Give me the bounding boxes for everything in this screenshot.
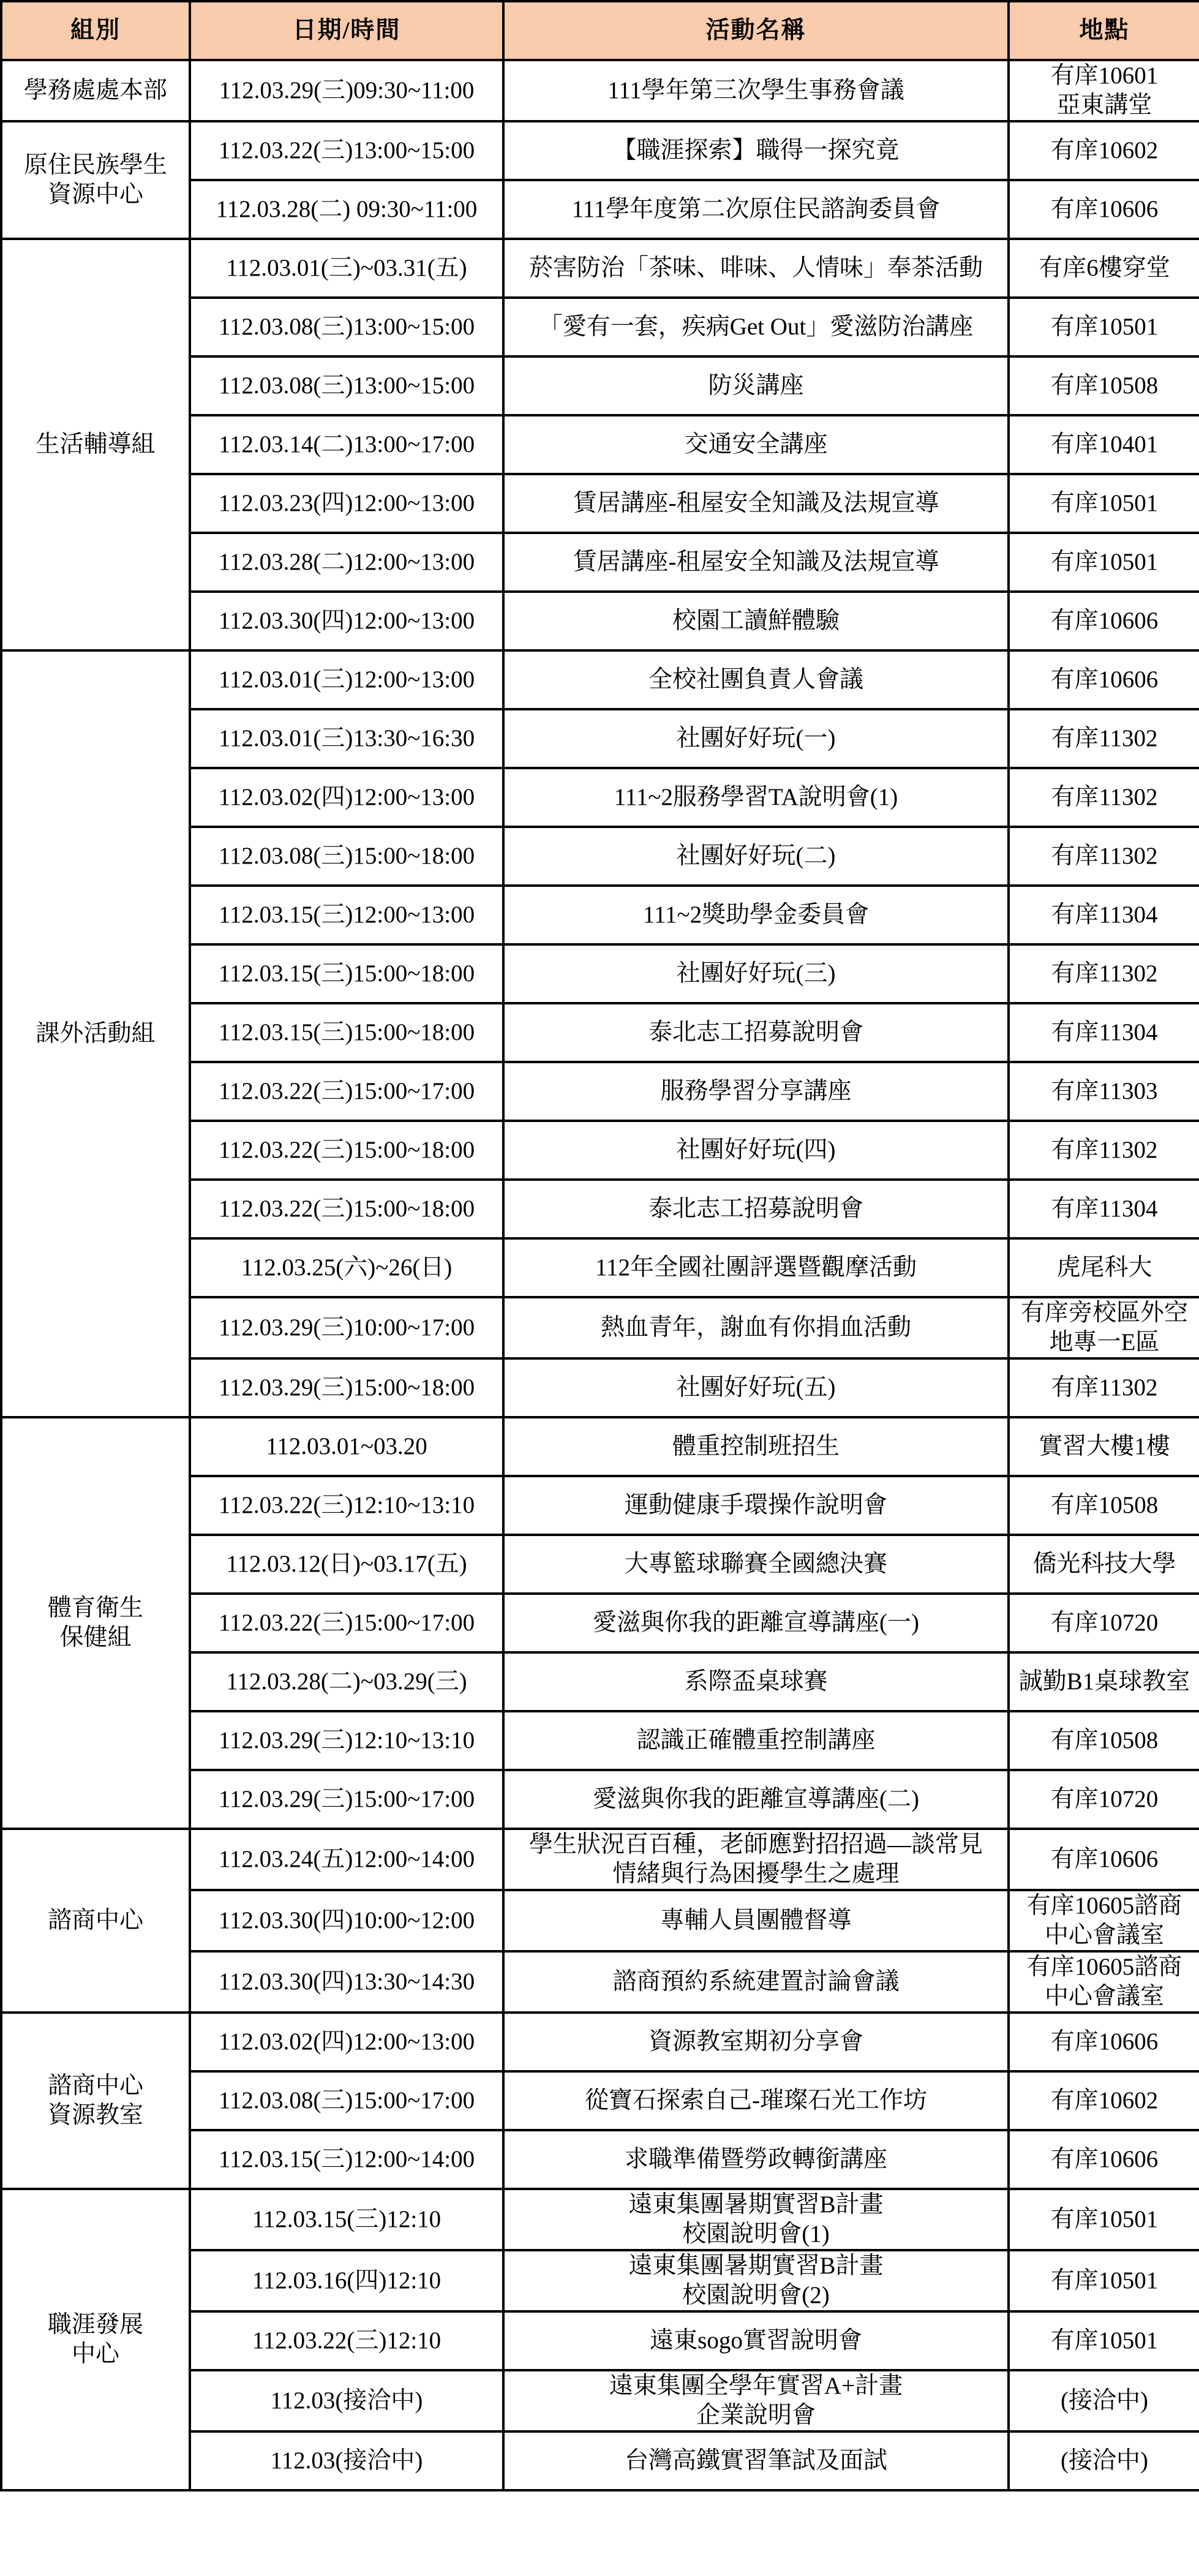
date-cell: 112.03.28(二) 09:30~11:00 <box>190 180 503 239</box>
date-cell: 112.03.29(三)15:00~18:00 <box>190 1358 503 1417</box>
place-cell: 有庠10601 亞東講堂 <box>1009 60 1199 121</box>
place-cell: 有庠10501 <box>1009 533 1199 592</box>
place-cell: 虎尾科大 <box>1009 1238 1199 1297</box>
activity-name-cell: 111學年度第二次原住民諮詢委員會 <box>503 180 1009 239</box>
header-name: 活動名稱 <box>503 1 1009 60</box>
group-cell: 體育衛生 保健組 <box>1 1417 190 1829</box>
activity-name-cell: 【職涯探索】職得一探究竟 <box>503 121 1009 180</box>
place-cell: 有庠11302 <box>1009 768 1199 827</box>
header-group: 組別 <box>1 1 190 60</box>
date-cell: 112.03.16(四)12:10 <box>190 2250 503 2311</box>
place-cell: 僑光科技大學 <box>1009 1535 1199 1594</box>
activity-name-cell: 賃居講座-租屋安全知識及法規宣導 <box>503 533 1009 592</box>
date-cell: 112.03.01(三)~03.31(五) <box>190 239 503 298</box>
place-cell: 誠勤B1桌球教室 <box>1009 1652 1199 1711</box>
table-row <box>1 121 1199 180</box>
activity-name-cell: 運動健康手環操作說明會 <box>503 1476 1009 1535</box>
table-row <box>1 650 1199 709</box>
place-cell: 有庠10605諮商 中心會議室 <box>1009 1890 1199 1951</box>
date-cell: 112.03.08(三)15:00~17:00 <box>190 2071 503 2130</box>
place-cell: 有庠10605諮商 中心會議室 <box>1009 1951 1199 2013</box>
activity-name-cell: 111學年第三次學生事務會議 <box>503 60 1009 121</box>
date-cell: 112.03.29(三)12:10~13:10 <box>190 1711 503 1770</box>
activity-name-cell: 資源教室期初分享會 <box>503 2013 1009 2071</box>
date-cell: 112.03.08(三)13:00~15:00 <box>190 298 503 356</box>
activity-name-cell: 防災講座 <box>503 356 1009 415</box>
table-row <box>1 1417 1199 1476</box>
place-cell: (接洽中) <box>1009 2431 1199 2490</box>
date-cell: 112.03.01(三)12:00~13:00 <box>190 650 503 709</box>
table-row <box>1 2189 1199 2250</box>
date-cell: 112.03.22(三)13:00~15:00 <box>190 121 503 180</box>
activity-name-cell: 專輔人員團體督導 <box>503 1890 1009 1951</box>
place-cell: 有庠10606 <box>1009 1829 1199 1890</box>
activity-name-cell: 認識正確體重控制講座 <box>503 1711 1009 1770</box>
activity-name-cell: 大專籃球聯賽全國總決賽 <box>503 1535 1009 1594</box>
activity-name-cell: 菸害防治「茶味、啡味、人情味」奉茶活動 <box>503 239 1009 298</box>
place-cell: 有庠11304 <box>1009 886 1199 944</box>
activity-name-cell: 從寶石探索自己-璀璨石光工作坊 <box>503 2071 1009 2130</box>
activity-name-cell: 遠東sogo實習說明會 <box>503 2311 1009 2370</box>
activity-name-cell: 社團好好玩(三) <box>503 944 1009 1003</box>
place-cell: 有庠10602 <box>1009 121 1199 180</box>
date-cell: 112.03.22(三)12:10~13:10 <box>190 1476 503 1535</box>
place-cell: 有庠11302 <box>1009 827 1199 886</box>
place-cell: (接洽中) <box>1009 2370 1199 2431</box>
group-cell: 課外活動組 <box>1 650 190 1417</box>
activity-name-cell: 服務學習分享講座 <box>503 1062 1009 1121</box>
date-cell: 112.03.02(四)12:00~13:00 <box>190 2013 503 2071</box>
place-cell: 有庠11304 <box>1009 1003 1199 1062</box>
date-cell: 112.03.22(三)15:00~17:00 <box>190 1062 503 1121</box>
date-cell: 112.03.08(三)15:00~18:00 <box>190 827 503 886</box>
place-cell: 有庠10720 <box>1009 1594 1199 1652</box>
place-cell: 有庠11303 <box>1009 1062 1199 1121</box>
activity-name-cell: 社團好好玩(五) <box>503 1358 1009 1417</box>
activity-name-cell: 社團好好玩(一) <box>503 709 1009 768</box>
group-cell: 原住民族學生 資源中心 <box>1 121 190 239</box>
date-cell: 112.03.23(四)12:00~13:00 <box>190 474 503 533</box>
place-cell: 有庠10501 <box>1009 2189 1199 2250</box>
group-cell: 諮商中心 資源教室 <box>1 2013 190 2189</box>
place-cell: 有庠10606 <box>1009 2130 1199 2189</box>
group-cell: 諮商中心 <box>1 1829 190 2013</box>
table-body <box>1 60 1199 2490</box>
place-cell: 有庠10508 <box>1009 1711 1199 1770</box>
table-row <box>1 2013 1199 2071</box>
activity-name-cell: 遠東集團全學年實習A+計畫 企業說明會 <box>503 2370 1009 2431</box>
activity-name-cell: 台灣高鐵實習筆試及面試 <box>503 2431 1009 2490</box>
date-cell: 112.03.12(日)~03.17(五) <box>190 1535 503 1594</box>
date-cell: 112.03.15(三)15:00~18:00 <box>190 944 503 1003</box>
place-cell: 有庠10401 <box>1009 415 1199 474</box>
place-cell: 有庠11302 <box>1009 1121 1199 1180</box>
place-cell: 實習大樓1樓 <box>1009 1417 1199 1476</box>
place-cell: 有庠6樓穿堂 <box>1009 239 1199 298</box>
activity-name-cell: 交通安全講座 <box>503 415 1009 474</box>
place-cell: 有庠10602 <box>1009 2071 1199 2130</box>
place-cell: 有庠10501 <box>1009 298 1199 356</box>
activity-name-cell: 愛滋與你我的距離宣導講座(一) <box>503 1594 1009 1652</box>
date-cell: 112.03.08(三)13:00~15:00 <box>190 356 503 415</box>
place-cell: 有庠10606 <box>1009 592 1199 650</box>
date-cell: 112.03.15(三)12:10 <box>190 2189 503 2250</box>
date-cell: 112.03.22(三)15:00~18:00 <box>190 1180 503 1238</box>
group-cell: 職涯發展 中心 <box>1 2189 190 2490</box>
place-cell: 有庠10508 <box>1009 1476 1199 1535</box>
activity-name-cell: 111~2服務學習TA說明會(1) <box>503 768 1009 827</box>
date-cell: 112.03.22(三)12:10 <box>190 2311 503 2370</box>
header-date: 日期/時間 <box>190 1 503 60</box>
place-cell: 有庠10606 <box>1009 2013 1199 2071</box>
activity-name-cell: 愛滋與你我的距離宣導講座(二) <box>503 1770 1009 1829</box>
activity-name-cell: 社團好好玩(四) <box>503 1121 1009 1180</box>
date-cell: 112.03(接洽中) <box>190 2431 503 2490</box>
activity-name-cell: 校園工讀鮮體驗 <box>503 592 1009 650</box>
place-cell: 有庠10606 <box>1009 650 1199 709</box>
date-cell: 112.03.30(四)10:00~12:00 <box>190 1890 503 1951</box>
activity-name-cell: 泰北志工招募說明會 <box>503 1180 1009 1238</box>
activity-name-cell: 「愛有一套，疾病Get Out」愛滋防治講座 <box>503 298 1009 356</box>
place-cell: 有庠10501 <box>1009 2250 1199 2311</box>
date-cell: 112.03.28(二)12:00~13:00 <box>190 533 503 592</box>
date-cell: 112.03.15(三)12:00~13:00 <box>190 886 503 944</box>
activity-name-cell: 賃居講座-租屋安全知識及法規宣導 <box>503 474 1009 533</box>
header-row <box>1 1 1199 60</box>
date-cell: 112.03.28(二)~03.29(三) <box>190 1652 503 1711</box>
date-cell: 112.03.14(二)13:00~17:00 <box>190 415 503 474</box>
activity-name-cell: 遠東集團暑期實習B計畫 校園說明會(1) <box>503 2189 1009 2250</box>
place-cell: 有庠旁校區外空 地專一E區 <box>1009 1297 1199 1358</box>
place-cell: 有庠10501 <box>1009 2311 1199 2370</box>
activity-name-cell: 熱血青年，謝血有你捐血活動 <box>503 1297 1009 1358</box>
date-cell: 112.03.22(三)15:00~17:00 <box>190 1594 503 1652</box>
place-cell: 有庠11302 <box>1009 944 1199 1003</box>
date-cell: 112.03.25(六)~26(日) <box>190 1238 503 1297</box>
place-cell: 有庠11302 <box>1009 709 1199 768</box>
date-cell: 112.03.02(四)12:00~13:00 <box>190 768 503 827</box>
place-cell: 有庠10508 <box>1009 356 1199 415</box>
date-cell: 112.03.29(三)10:00~17:00 <box>190 1297 503 1358</box>
activity-name-cell: 遠東集團暑期實習B計畫 校園說明會(2) <box>503 2250 1009 2311</box>
activity-name-cell: 體重控制班招生 <box>503 1417 1009 1476</box>
activity-name-cell: 111~2獎助學金委員會 <box>503 886 1009 944</box>
activity-name-cell: 社團好好玩(二) <box>503 827 1009 886</box>
date-cell: 112.03.15(三)15:00~18:00 <box>190 1003 503 1062</box>
date-cell: 112.03.15(三)12:00~14:00 <box>190 2130 503 2189</box>
table-row <box>1 1829 1199 1890</box>
activity-name-cell: 112年全國社團評選暨觀摩活動 <box>503 1238 1009 1297</box>
place-cell: 有庠10501 <box>1009 474 1199 533</box>
date-cell: 112.03.29(三)09:30~11:00 <box>190 60 503 121</box>
group-cell: 生活輔導組 <box>1 239 190 650</box>
activity-name-cell: 系際盃桌球賽 <box>503 1652 1009 1711</box>
date-cell: 112.03(接洽中) <box>190 2370 503 2431</box>
date-cell: 112.03.01(三)13:30~16:30 <box>190 709 503 768</box>
activity-name-cell: 求職準備暨勞政轉銜講座 <box>503 2130 1009 2189</box>
activity-name-cell: 全校社團負責人會議 <box>503 650 1009 709</box>
date-cell: 112.03.30(四)13:30~14:30 <box>190 1951 503 2013</box>
table-row <box>1 239 1199 298</box>
date-cell: 112.03.24(五)12:00~14:00 <box>190 1829 503 1890</box>
group-cell: 學務處處本部 <box>1 60 190 121</box>
activity-name-cell: 泰北志工招募說明會 <box>503 1003 1009 1062</box>
date-cell: 112.03.01~03.20 <box>190 1417 503 1476</box>
table-row <box>1 60 1199 121</box>
place-cell: 有庠10720 <box>1009 1770 1199 1829</box>
place-cell: 有庠10606 <box>1009 180 1199 239</box>
place-cell: 有庠11302 <box>1009 1358 1199 1417</box>
activity-name-cell: 諮商預約系統建置討論會議 <box>503 1951 1009 2013</box>
date-cell: 112.03.22(三)15:00~18:00 <box>190 1121 503 1180</box>
date-cell: 112.03.29(三)15:00~17:00 <box>190 1770 503 1829</box>
header-place: 地點 <box>1009 1 1199 60</box>
place-cell: 有庠11304 <box>1009 1180 1199 1238</box>
date-cell: 112.03.30(四)12:00~13:00 <box>190 592 503 650</box>
activity-name-cell: 學生狀況百百種，老師應對招招過—談常見 情緒與行為困擾學生之處理 <box>503 1829 1009 1890</box>
